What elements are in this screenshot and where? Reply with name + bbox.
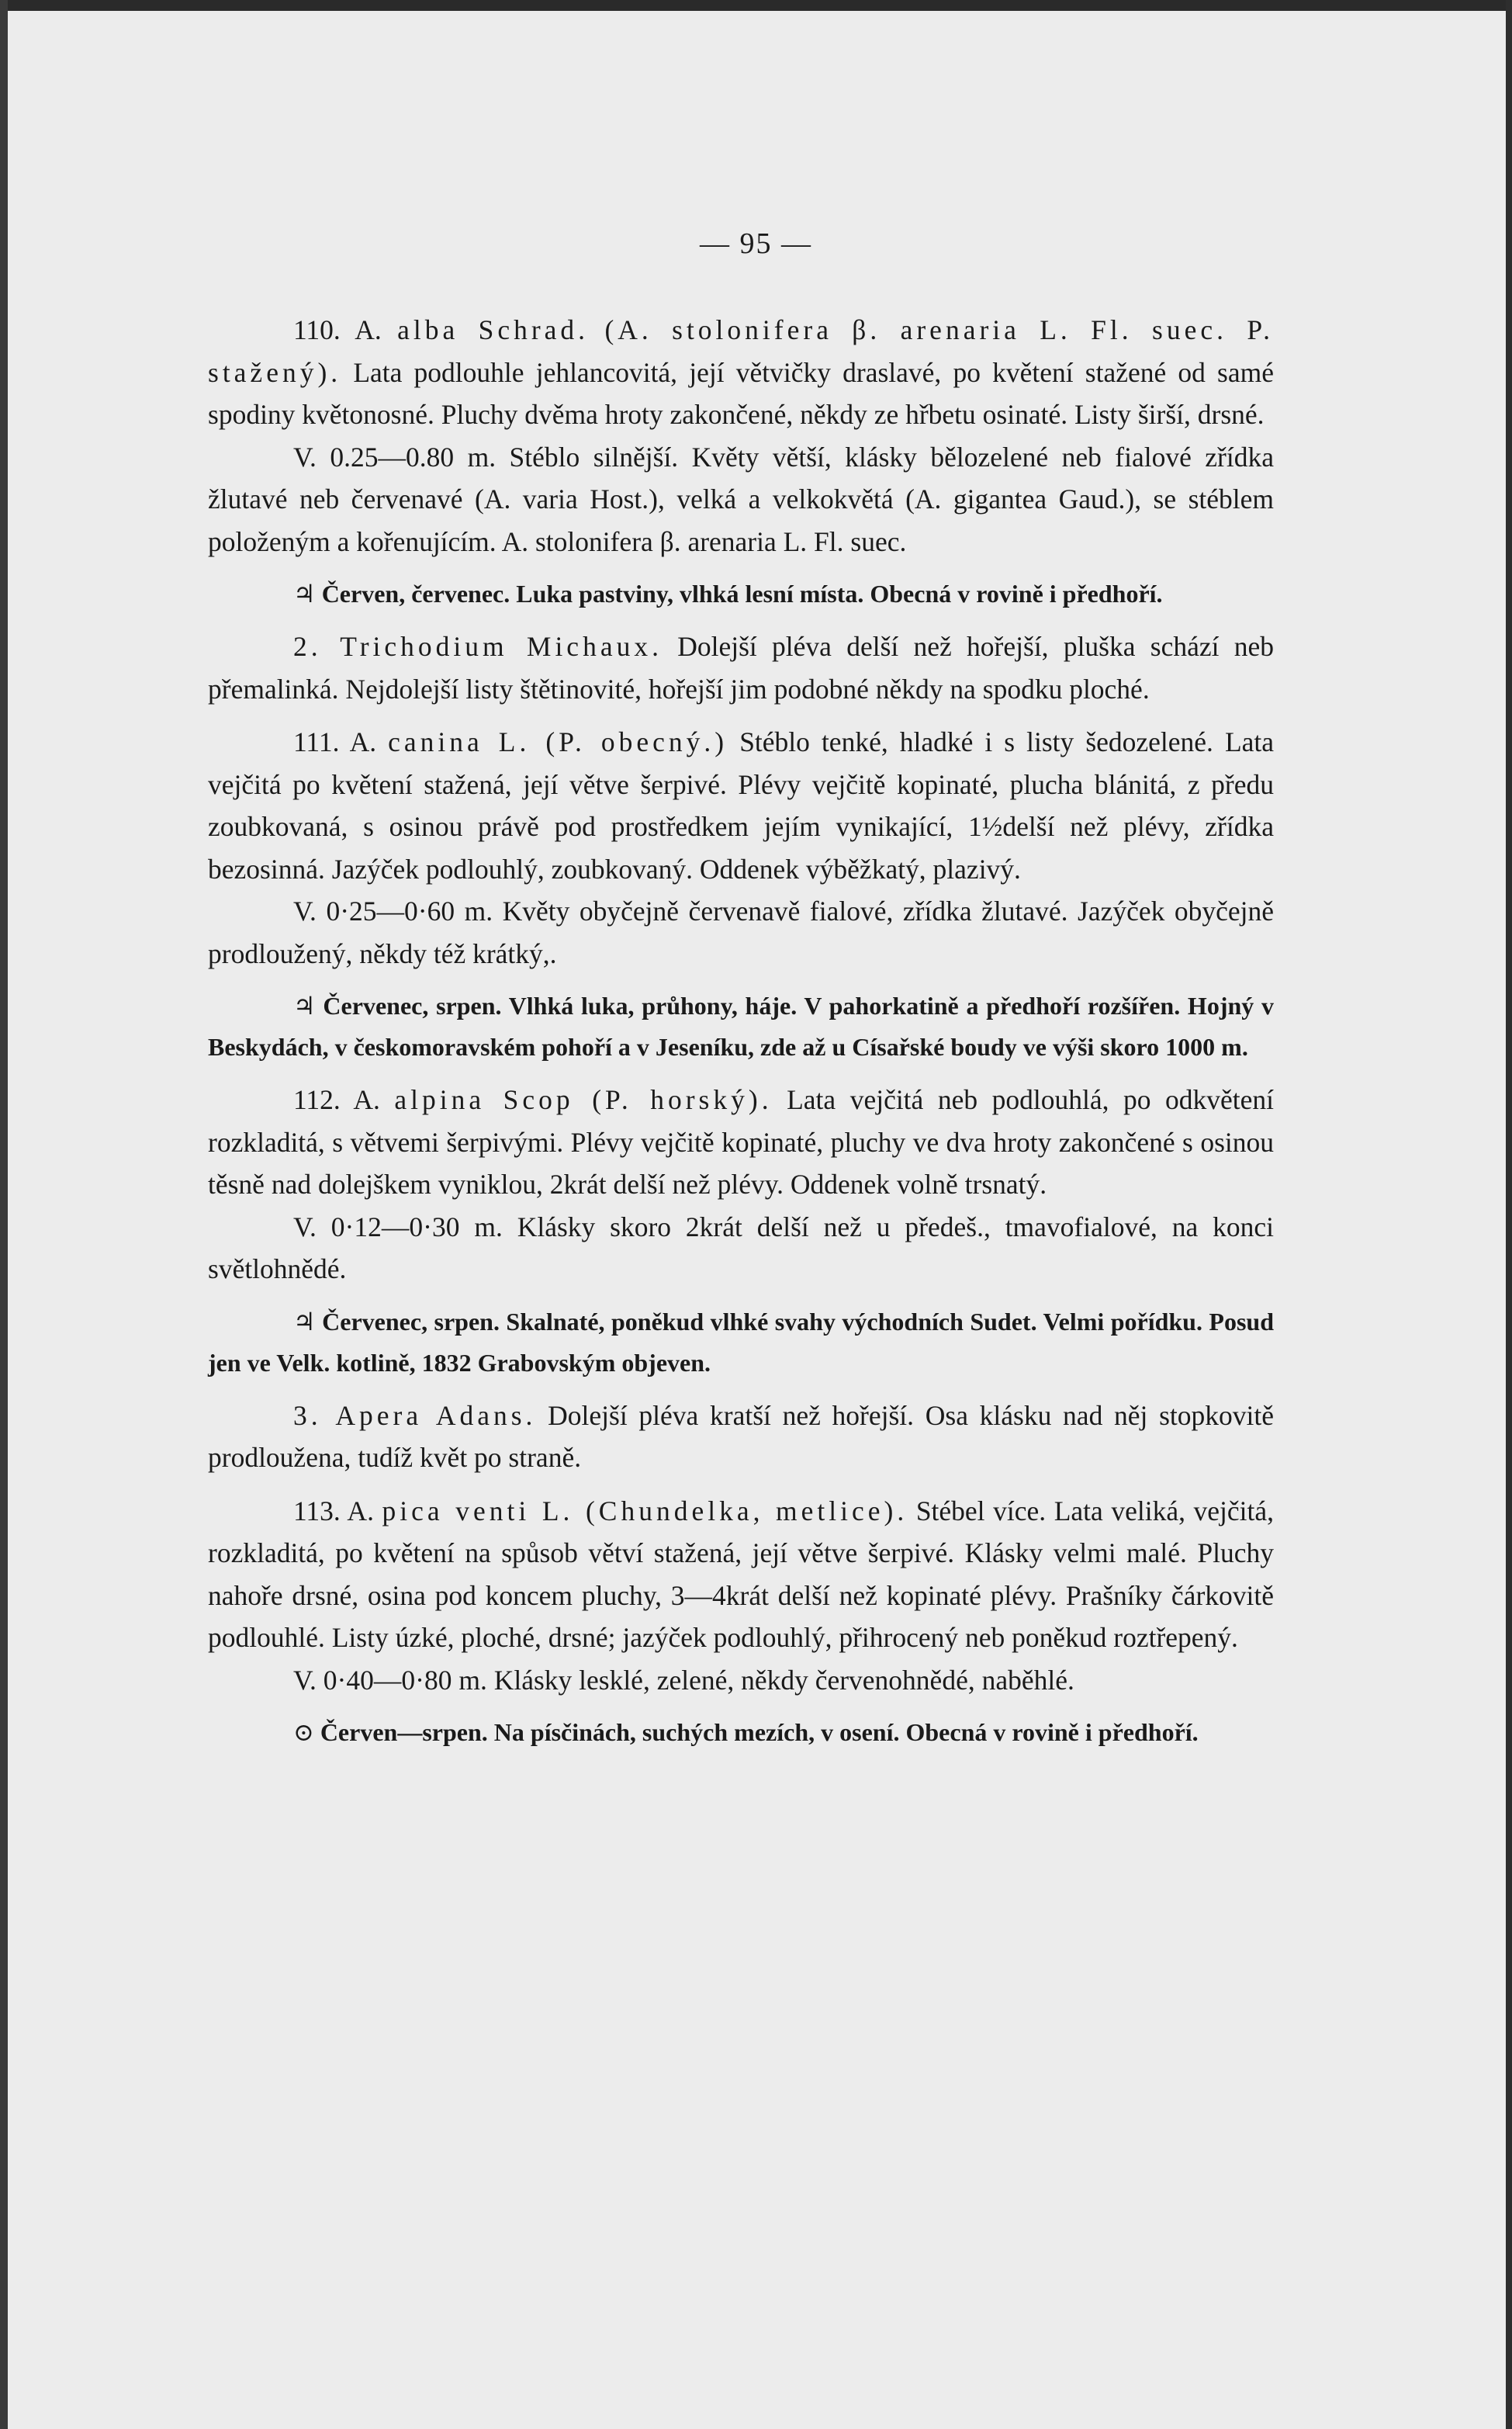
variety-note: V. 0·25—0·60 m. Květy obyčejně červenavě fialové, zřídka žlutavé. Jazýček obyčejně prodloužený, někdy též krátký,. bbox=[208, 896, 1274, 969]
entry-number: 111. A. bbox=[293, 726, 377, 757]
description: Stébel více. Lata veliká, vejčitá, rozkladitá, po květení na spůsob větví stažená, její větve šerpivé. Klásky velmi malé. Pluchy nahoře drsné, osina pod koncem pluchy, 3—4krát delší než kopinaté plévy. Prašníky čárkovitě podlouhlé. Listy úzké, ploché, drsné; jazýček podlouhlý, přihrocený neb poněkud roztřepený. bbox=[208, 1495, 1275, 1653]
entry-113 bbox=[208, 1490, 1274, 1659]
entry-112 bbox=[208, 1079, 1274, 1206]
perennial-icon: ♃ bbox=[293, 580, 316, 608]
species-name: alpina Scop (P. horský). bbox=[394, 1084, 773, 1115]
entry-110 bbox=[208, 309, 1274, 436]
section-title: 2. Trichodium Michaux. bbox=[293, 631, 663, 662]
habitat-text: Červen, červenec. Luka pastviny, vlhká lesní místa. Obecná v rovině i předhoří. bbox=[321, 580, 1163, 608]
section-3 bbox=[208, 1395, 1274, 1479]
variety-note: V. 0.25—0.80 m. Stéblo silnější. Květy větší, klásky bělozelené neb fialové zřídka žlutavé neb červenavé (A. varia Host.), velká a velkokvětá (A. gigantea Gaud.), se stéblem položeným a kořenujícím. A. stolonifera β. arenaria L. Fl. suec. bbox=[208, 441, 1274, 557]
annual-icon: ⊙ bbox=[293, 1718, 314, 1746]
variety-note: V. 0·12—0·30 m. Klásky skoro 2krát delší než u předeš., tmavofialové, na konci světlohnědé. bbox=[208, 1211, 1274, 1284]
habitat-note bbox=[208, 1301, 1274, 1384]
page-number: — 95 — bbox=[700, 227, 812, 260]
scan-edge-right bbox=[1506, 0, 1512, 2429]
entry-number: 113. A. bbox=[293, 1495, 374, 1526]
perennial-icon: ♃ bbox=[293, 992, 316, 1020]
species-name: alba Schrad. bbox=[397, 314, 590, 345]
section-text: Dolejší pléva kratší než hořejší. Osa klásku nad něj stopkovitě prodloužena, tudíž květ po straně. bbox=[208, 1399, 1275, 1473]
description: Lata vejčitá neb podlouhlá, po odkvětení rozkladitá, s větvemi šerpivými. Plévy vejčitě kopinaté, pluchy ve dva hroty zakončené s osinou těsně nad dolejškem vyniklou, 2krát delší než plévy. Oddenek volně trsnatý. bbox=[208, 1084, 1274, 1200]
habitat-note bbox=[208, 986, 1274, 1068]
section-2 bbox=[208, 625, 1274, 710]
description: Lata podlouhle jehlancovitá, její větvičky draslavé, po květení stažené od samé spodiny květonosné. Pluchy dvěma hroty zakončené, někdy ze hřbetu osinaté. Listy širší, drsné. bbox=[208, 356, 1275, 430]
section-title: 3. Apera Adans. bbox=[293, 1399, 537, 1431]
synonym: (A. stolonifera β. arenaria L. Fl. suec. P. stažený). bbox=[208, 314, 1275, 388]
page-body bbox=[208, 309, 1274, 1753]
section-text: Dolejší pléva delší než hořejší, pluška schází neb přemalinká. Nejdolejší listy štětinovité, hořejší jim podobné někdy na spodku ploché. bbox=[208, 631, 1275, 705]
entry-number: 112. A. bbox=[293, 1084, 380, 1115]
scan-edge-top bbox=[0, 0, 1512, 11]
habitat-text: Červenec, srpen. Skalnaté, poněkud vlhké svahy východních Sudet. Velmi pořídku. Posud jen ve Velk. kotlině, 1832 Grabovským objeven. bbox=[208, 1307, 1275, 1377]
habitat-note bbox=[208, 1712, 1274, 1753]
entry-number: 110. A. bbox=[293, 314, 382, 345]
habitat-text: Červen—srpen. Na písčinách, suchých mezích, v osení. Obecná v rovině i předhoří. bbox=[320, 1718, 1199, 1746]
description: Stéblo tenké, hladké i s listy šedozelené. Lata vejčitá po květení stažená, její větve šerpivé. Plévy vejčitě kopinaté, plucha blánitá, z předu zoubkovaná, s osinou právě pod prostředkem jejím vynikající, 1½delší než plévy, zřídka bezosinná. Jazýček podlouhlý, zoubkovaný. Oddenek výběžkatý, plazivý. bbox=[208, 726, 1275, 885]
species-name: pica venti L. (Chundelka, metlice). bbox=[382, 1495, 908, 1526]
entry-111 bbox=[208, 721, 1274, 890]
species-name: canina L. (P. obecný.) bbox=[388, 726, 728, 757]
perennial-icon: ♃ bbox=[293, 1307, 316, 1336]
habitat-note bbox=[208, 573, 1274, 615]
scan-edge-left bbox=[0, 0, 8, 2429]
variety-note: V. 0·40—0·80 m. Klásky lesklé, zelené, někdy červenohnědé, naběhlé. bbox=[293, 1664, 1074, 1696]
habitat-text: Červenec, srpen. Vlhká luka, průhony, háje. V pahorkatině a předhoří rozšířen. Hojný v Beskydách, v českomoravském pohoří a v Jeseníku, zde až u Císařské boudy ve výši skoro 1000 m. bbox=[208, 992, 1275, 1061]
